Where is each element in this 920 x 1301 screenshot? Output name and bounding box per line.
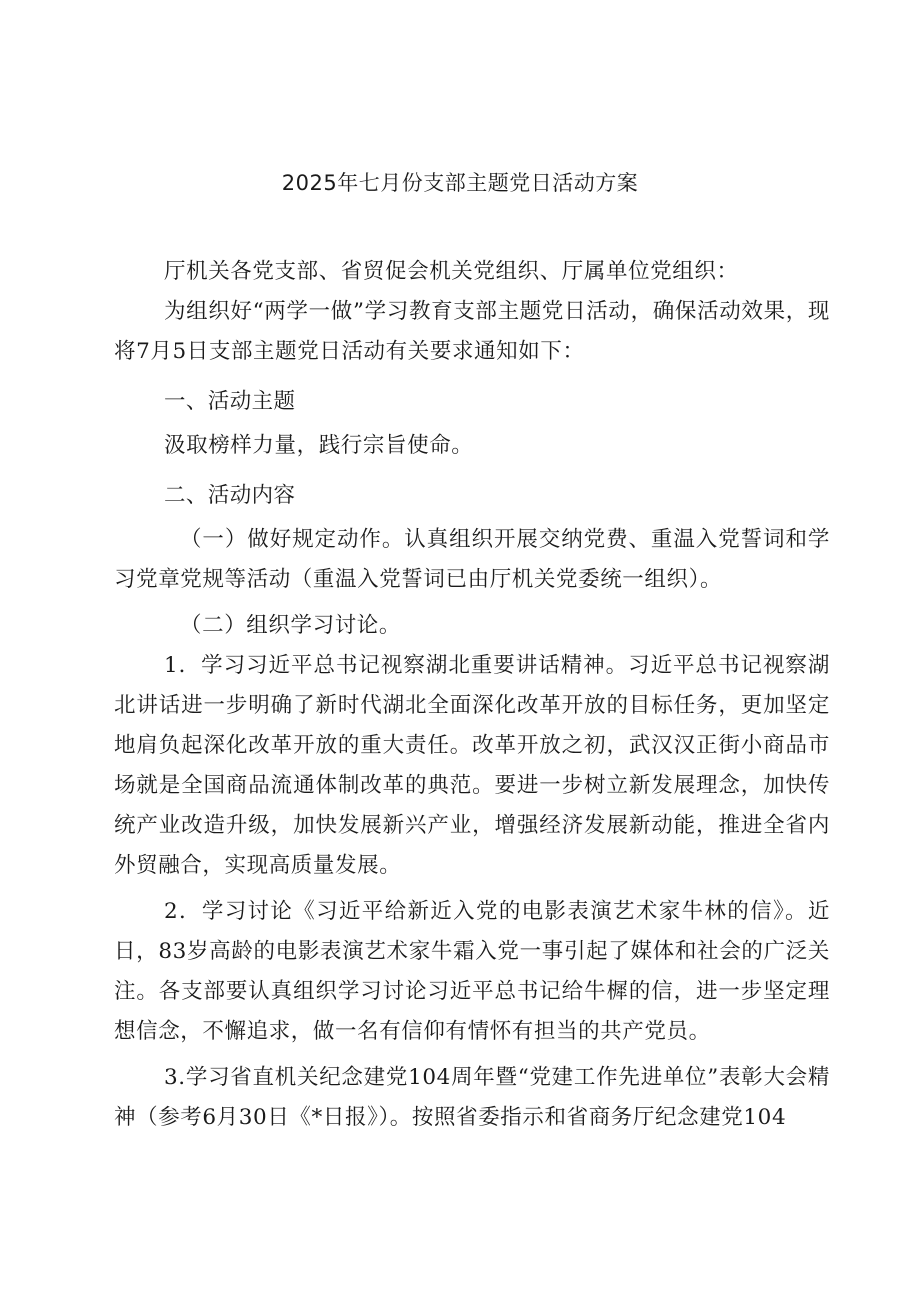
theme-text: 汲取榜样力量，践行宗旨使命。 <box>164 433 474 458</box>
intro-paragraph: 为组织好“两学一做”学习教育支部主题党日活动，确保活动效果，现将7月5日支部主题党日活动有关要求通知如下： <box>114 299 830 364</box>
study-point-2: 2．学习讨论《习近平给新近入党的电影表演艺术家牛林的信》。近日，83岁高龄的电影表演艺术家牛霜入党一事引起了媒体和社会的广泛关注。各支部要认真组织学习讨论习近平总书记给牛樨的信，进一步坚定理想信念，不懈追求，做一名有信仰有情怀有担当的共产党员。 <box>114 899 830 1044</box>
section-heading-theme: 一、活动主题 <box>164 389 296 414</box>
content-item-2: （二）组织学习讨论。 <box>180 613 402 638</box>
document-title: 2025年七月份支部主题党日活动方案 <box>281 171 639 195</box>
study-point-3: 3.学习省直机关纪念建党104周年暨“党建工作先进单位”表彰大会精神（参考6月30日《*日报》）。按照省委指示和省商务厅纪念建党104 <box>114 1065 830 1130</box>
salutation: 厅机关各党支部、省贸促会机关党组织、厅属单位党组织： <box>164 259 739 284</box>
document-body <box>114 252 830 1138</box>
study-point-1: 1．学习习近平总书记视察湖北重要讲话精神。习近平总书记视察湖北讲话进一步明确了新时代湖北全面深化改革开放的目标任务，更加坚定地肩负起深化改革开放的重大责任。改革开放之初，武汉汉正街小商品市场就是全国商品流通体制改革的典范。要进一步树立新发展理念，加快传统产业改造升级，加快发展新兴产业，增强经济发展新动能，推进全省内外贸融合，实现高质量发展。 <box>114 653 830 878</box>
content-item-1: （一）做好规定动作。认真组织开展交纳党费、重温入党誓词和学习党章党规等活动（重温入党誓词已由厅机关党委统一组织）。 <box>114 527 830 592</box>
section-heading-content: 二、活动内容 <box>164 483 296 508</box>
